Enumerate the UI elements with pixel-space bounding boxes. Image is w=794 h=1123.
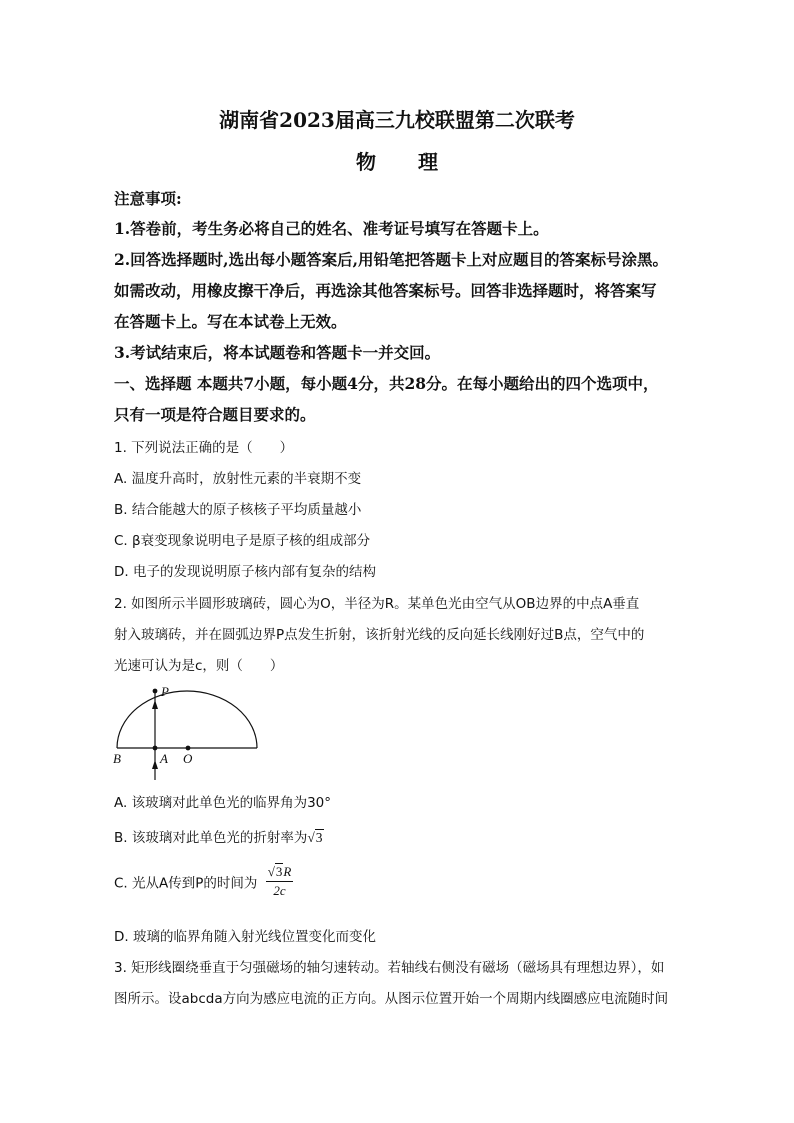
sqrt-3: √3	[307, 830, 323, 845]
q2-stem-line-2: 射入玻璃砖，并在圆弧边界P点发生折射，该折射光线的反向延长线刚好过B点，空气中的	[114, 627, 645, 643]
q2-stem-line-3: 光速可认为是c，则（ ）	[114, 658, 284, 674]
q2-option-c-text: C. 光从A传到P的时间为	[114, 875, 258, 892]
semicircle-glass-figure	[110, 676, 270, 784]
q1-option-c: C. β衰变现象说明电子是原子核的组成部分	[114, 533, 371, 549]
label-a: A	[160, 751, 168, 766]
notice-item-1: 1.答卷前，考生务必将自己的姓名、准考证号填写在答题卡上。	[114, 219, 549, 238]
label-p: P	[161, 684, 169, 699]
sqrt-radicand: 3	[315, 830, 323, 845]
q2-option-c	[114, 864, 293, 899]
exam-title: 湖南省2023届高三九校联盟第二次联考	[219, 108, 575, 132]
q3-stem-line-1: 3. 矩形线圈绕垂直于匀强磁场的轴匀速转动。若轴线右侧没有磁场（磁场具有理想边界），如	[114, 960, 665, 976]
section-1-line-2: 只有一项是符合题目要求的。	[114, 405, 316, 424]
notice-item-3: 3.考试结束后，将本试题卷和答题卡一并交回。	[114, 343, 441, 362]
fraction-denominator: 2c	[273, 883, 286, 898]
q1-option-d: D. 电子的发现说明原子核内部有复杂的结构	[114, 564, 376, 580]
notice-heading: 注意事项:	[114, 189, 182, 208]
numerator-radicand: 3	[275, 864, 283, 879]
point-a	[153, 746, 158, 751]
q3-stem-line-2: 图所示。设abcda方向为感应电流的正方向。从图示位置开始一个周期内线圈感应电流随时间	[114, 991, 669, 1007]
subject-char-2: 理	[417, 150, 438, 174]
ray-arrow-lower-icon	[152, 760, 158, 769]
numerator-r: R	[283, 864, 292, 879]
q1-stem: 1. 下列说法正确的是（ ）	[114, 440, 294, 456]
fraction-numerator: √3R	[266, 864, 294, 882]
point-o	[186, 746, 191, 751]
point-p	[153, 689, 158, 694]
label-o: O	[183, 751, 193, 766]
semicircle-arc	[117, 691, 257, 748]
section-1-line-1: 一、选择题 本题共7小题，每小题4分，共28分。在每小题给出的四个选项中，	[114, 374, 659, 393]
ray-arrow-upper-icon	[152, 700, 158, 709]
subject-title	[0, 146, 794, 175]
q1-option-b: B. 结合能越大的原子核核子平均质量越小	[114, 502, 362, 518]
q2-option-b	[114, 826, 324, 846]
fraction	[266, 864, 294, 899]
q2-option-d: D. 玻璃的临界角随入射光线位置变化而变化	[114, 929, 376, 945]
q2-option-b-text: B. 该玻璃对此单色光的折射率为	[114, 830, 308, 846]
q2-option-a: A. 该玻璃对此单色光的临界角为30°	[114, 795, 332, 811]
notice-item-2-line-1: 2.回答选择题时,选出每小题答案后,用铅笔把答题卡上对应题目的答案标号涂黑。	[114, 250, 668, 269]
q2-stem-line-1: 2. 如图所示半圆形玻璃砖，圆心为O，半径为R。某单色光由空气从OB边界的中点A垂直	[114, 596, 640, 612]
q1-option-a: A. 温度升高时，放射性元素的半衰期不变	[114, 471, 362, 487]
label-b: B	[113, 751, 121, 766]
subject-char-1: 物	[356, 150, 377, 174]
notice-item-2-line-2: 如需改动，用橡皮擦干净后，再选涂其他答案标号。回答非选择题时，将答案写	[114, 281, 657, 300]
notice-item-2-line-3: 在答题卡上。写在本试卷上无效。	[114, 312, 347, 331]
